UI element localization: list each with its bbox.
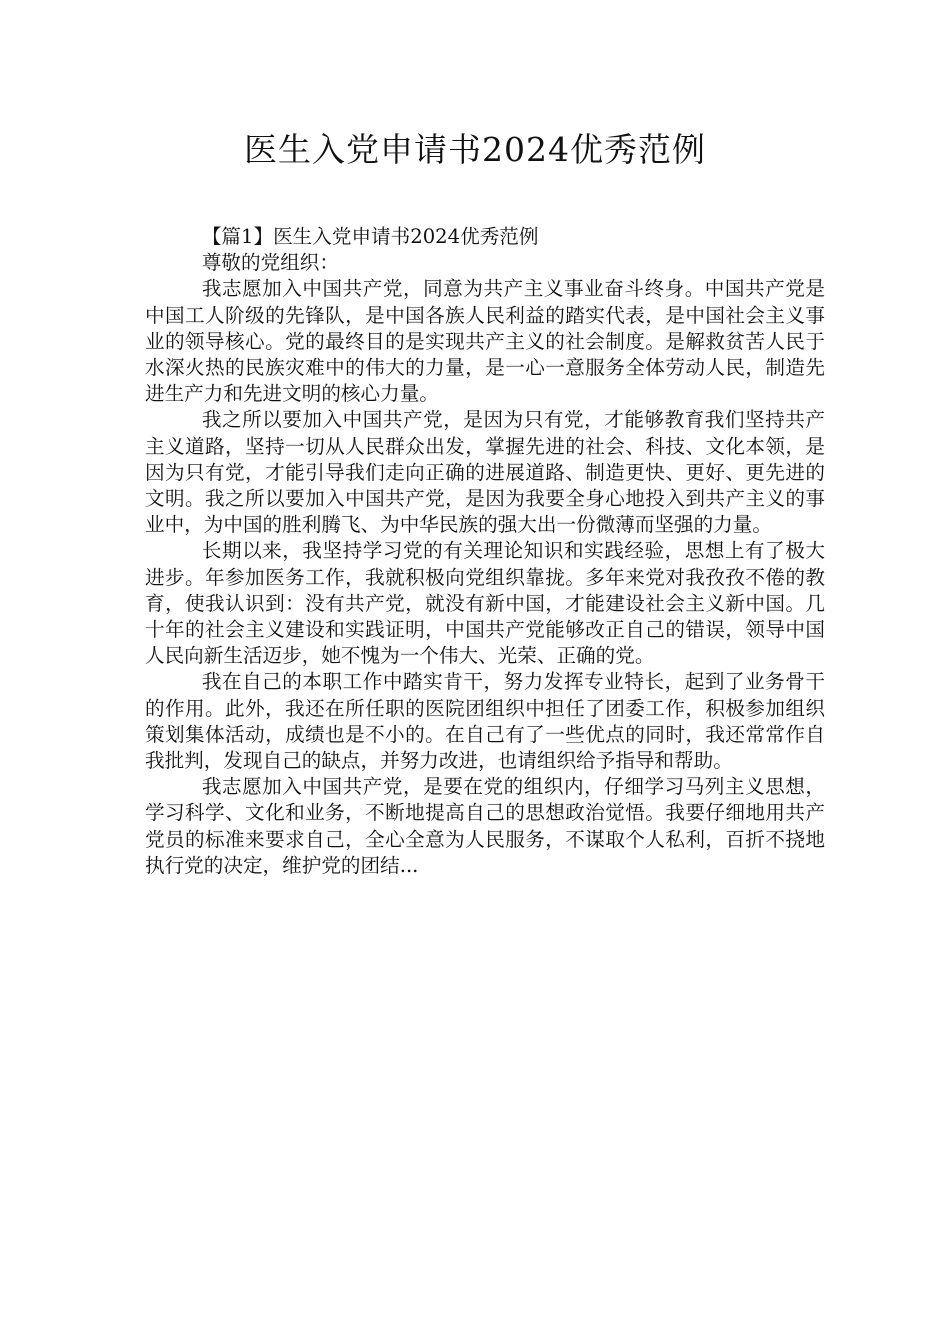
section-heading: 【篇1】医生入党申请书2024优秀范例 — [201, 225, 539, 248]
paragraph-5: 我志愿加入中国共产党，是要在党的组织内，仔细学习马列主义思想，学习科学、文化和业务，不断地提高自己的思想政治觉悟。我要仔细地用共产党员的标准来要求自己，全心全意为人民服务，不谋取个人私利，百折不挠地执行党的决定，维护党的团结... — [145, 775, 825, 877]
document-title: 医生入党申请书2024优秀范例 — [244, 130, 706, 169]
paragraph-1: 我志愿加入中国共产党，同意为共产主义事业奋斗终身。中国共产党是中国工人阶级的先锋队，是中国各族人民利益的踏实代表，是中国社会主义事业的领导核心。党的最终目的是实现共产主义的社会制度。是解救贫苦人民于水深火热的民族灾难中的伟大的力量，是一心一意服务全体劳动人民，制造先进生产力和先进文明的核心力量。 — [145, 277, 825, 406]
salutation: 尊敬的党组织： — [201, 251, 339, 275]
paragraph-4: 我在自己的本职工作中踏实肯干，努力发挥专业特长，起到了业务骨干的作用。此外，我还在所任职的医院团组织中担任了团委工作，积极参加组织策划集体活动，成绩也是不小的。在自己有了一些优点的同时，我还常常作自我批判，发现自己的缺点，并努力改进，也请组织给予指导和帮助。 — [145, 670, 825, 773]
document-body — [145, 224, 825, 879]
paragraph-3: 长期以来，我坚持学习党的有关理论知识和实践经验，思想上有了极大进步。年参加医务工作，我就积极向党组织靠拢。多年来党对我孜孜不倦的教育，使我认识到：没有共产党，就没有新中国，才能建设社会主义新中国。几十年的社会主义建设和实践证明，中国共产党能够改正自己的错误，领导中国人民向新生活迈步，她不愧为一个伟大、光荣、正确的党。 — [145, 539, 825, 668]
paragraph-2: 我之所以要加入中国共产党，是因为只有党，才能够教育我们坚持共产主义道路，坚持一切从人民群众出发，掌握先进的社会、科技、文化本领，是因为只有党，才能引导我们走向正确的进展道路、制造更快、更好、更先进的文明。我之所以要加入中国共产党，是因为我要全身心地投入到共产主义的事业中，为中国的胜利腾飞、为中华民族的强大出一份微薄而坚强的力量。 — [145, 408, 825, 537]
